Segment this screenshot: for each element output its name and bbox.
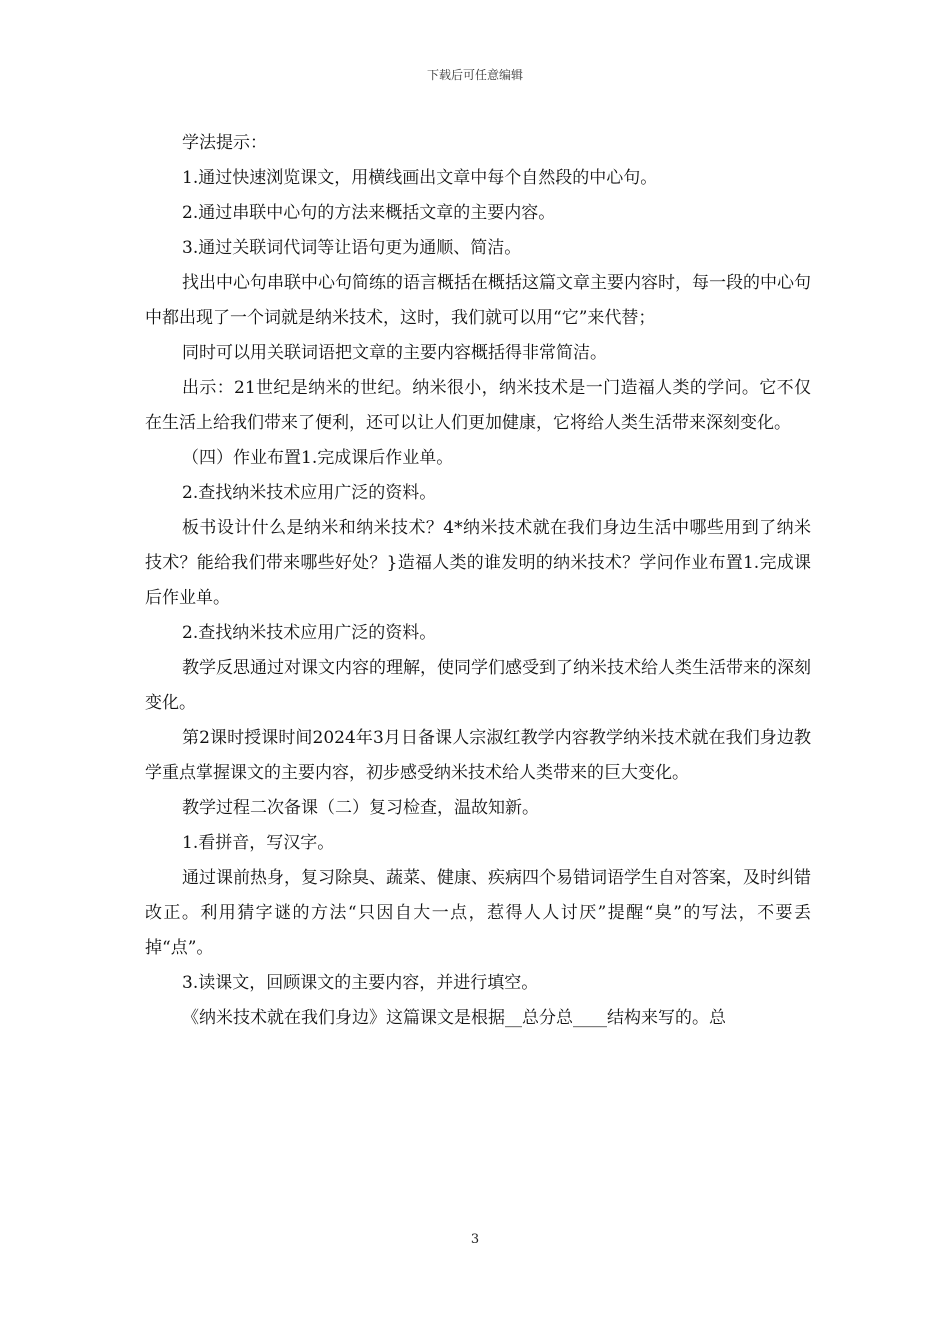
paragraph: 教学过程二次备课（二）复习检查，温故知新。 (182, 798, 539, 818)
paragraph: 找出中心句串联中心句简练的语言概括在概括这篇文章主要内容时，每一段的中心句中都出现了一个词就是纳米技术，这时，我们就可以用“它”来代替； (145, 273, 811, 328)
page-header: 下载后可任意编辑 (426, 68, 523, 82)
paragraph: 出示：21世纪是纳米的世纪。纳米很小，纳米技术是一门造福人类的学问。它不仅在生活上给我们带来了便利，还可以让人们更加健康，它将给人类生活带来深刻变化。 (145, 378, 811, 433)
paragraph: 《纳米技术就在我们身边》这篇课文是根据__总分总____结构来写的。总 (182, 1008, 726, 1028)
paragraph: 1.看拼音，写汉字。 (182, 833, 335, 853)
paragraph: 第2课时授课时间2024年3月日备课人宗淑红教学内容教学纳米技术就在我们身边教学重点掌握课文的主要内容，初步感受纳米技术给人类带来的巨大变化。 (145, 728, 811, 783)
paragraph: 1.通过快速浏览课文，用横线画出文章中每个自然段的中心句。 (182, 168, 658, 188)
paragraph: 同时可以用关联词语把文章的主要内容概括得非常简洁。 (182, 343, 607, 363)
paragraph: 3.读课文，回顾课文的主要内容，并进行填空。 (182, 973, 539, 993)
paragraph: 板书设计什么是纳米和纳米技术？4*纳米技术就在我们身边生活中哪些用到了纳米技术？能给我们带来哪些好处？}造福人类的谁发明的纳米技术？学问作业布置1.完成课后作业单。 (145, 518, 811, 608)
paragraph: 2.查找纳米技术应用广泛的资料。 (182, 483, 437, 503)
paragraph: 教学反思通过对课文内容的理解，使同学们感受到了纳米技术给人类生活带来的深刻变化。 (145, 658, 811, 713)
paragraph: 通过课前热身，复习除臭、蔬菜、健康、疾病四个易错词语学生自对答案，及时纠错改正。利用猜字谜的方法“只因自大一点，惹得人人讨厌”提醒“臭”的写法，不要丢掉“点”。 (145, 868, 811, 958)
paragraph: 学法提示： (182, 133, 267, 153)
paragraph: 2.通过串联中心句的方法来概括文章的主要内容。 (182, 203, 556, 223)
paragraph: 2.查找纳米技术应用广泛的资料。 (182, 623, 437, 643)
page-body (145, 126, 811, 1036)
paragraph: 3.通过关联词代词等让语句更为通顺、简洁。 (182, 238, 522, 258)
paragraph: （四）作业布置1.完成课后作业单。 (182, 448, 454, 468)
page-number: 3 (470, 1232, 480, 1247)
